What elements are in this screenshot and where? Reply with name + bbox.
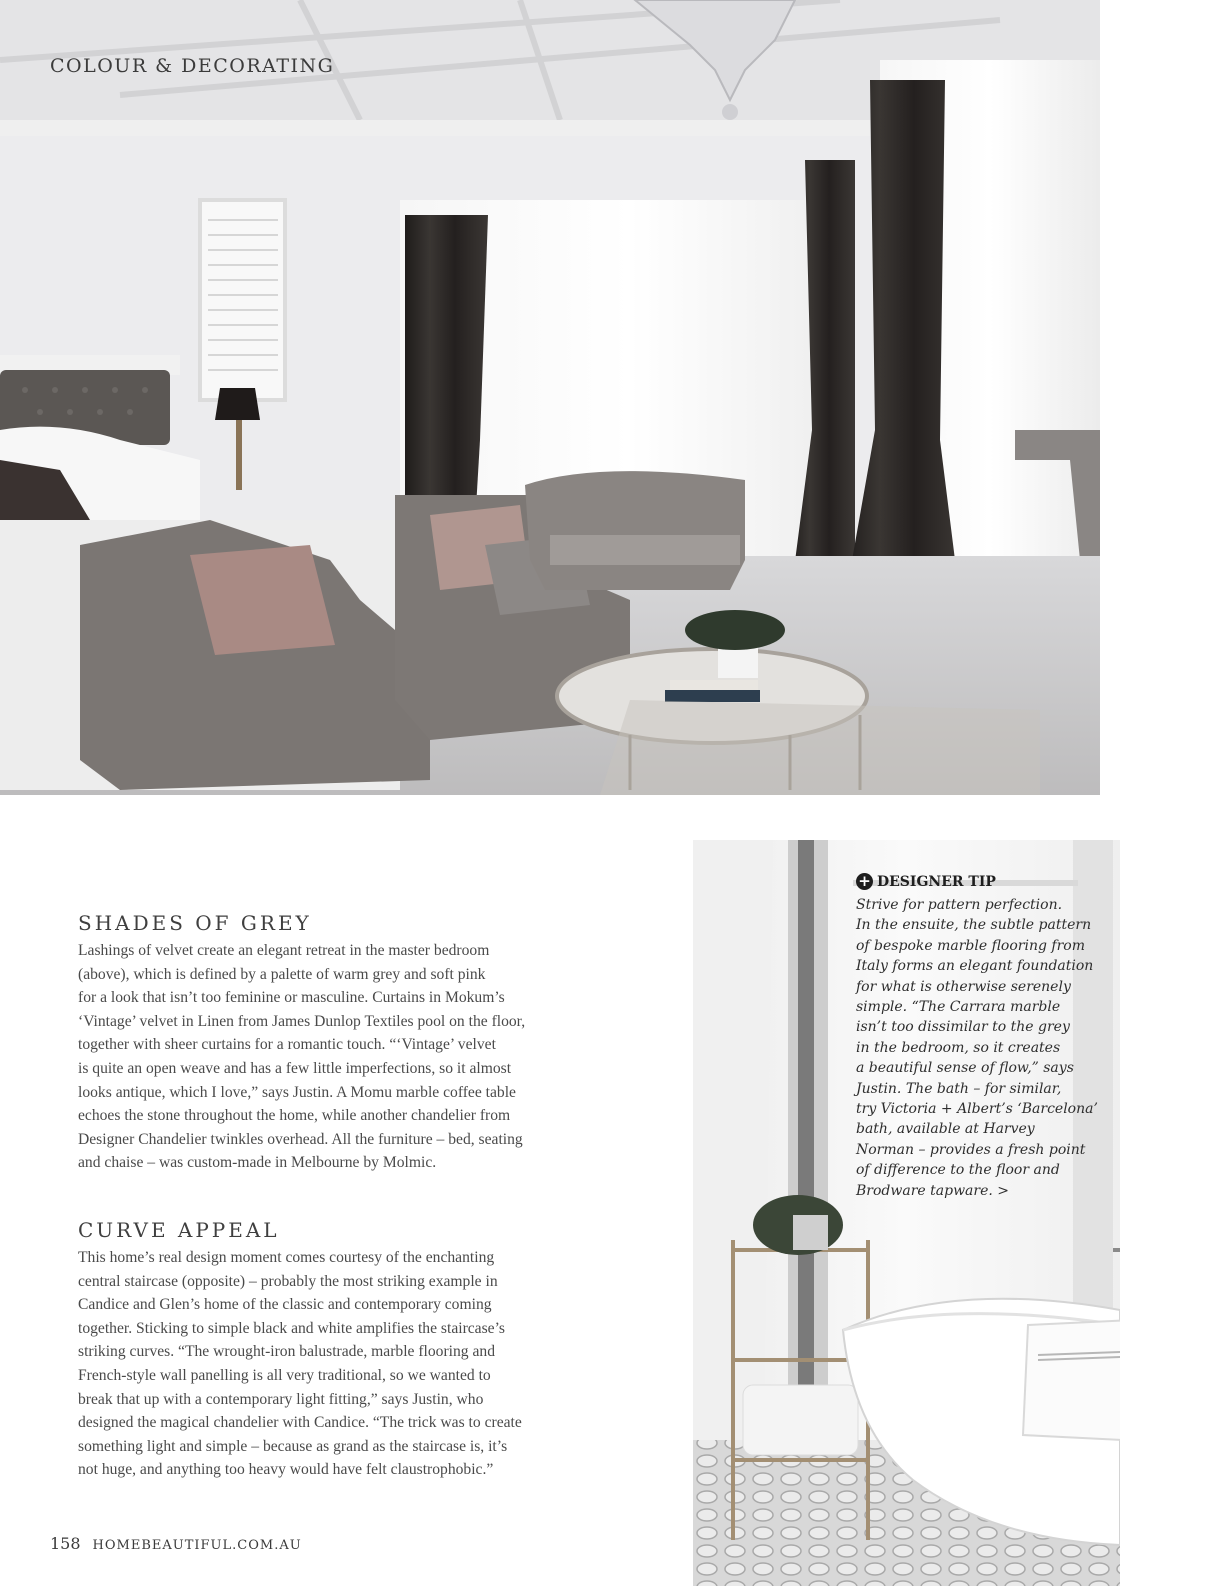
website-link[interactable]: HOMEBEAUTIFUL.COM.AU: [92, 1538, 302, 1553]
body-line: for a look that isn’t too feminine or masculine. Curtains in Mokum’s: [78, 989, 505, 1007]
tip-line: a beautiful sense of flow,” says: [856, 1060, 1074, 1077]
body-line: French-style wall panelling is all very traditional, so we wanted to: [78, 1366, 491, 1384]
body-line: This home’s real design moment comes courtesy of the enchanting: [78, 1249, 495, 1266]
tip-line: for what is otherwise serenely: [856, 978, 1071, 995]
body-line: ‘Vintage’ velvet in Linen from James Dunlop Textiles pool on the floor,: [78, 1012, 526, 1030]
tip-line: try Victoria + Albert’s ‘Barcelona’: [856, 1101, 1098, 1118]
tip-line: Norman – provides a fresh point: [856, 1141, 1086, 1158]
plus-circle-icon: +: [856, 873, 873, 890]
section-label: COLOUR & DECORATING: [50, 55, 335, 77]
body-line: together with sheer curtains for a romantic touch. “‘Vintage’ velvet: [78, 1036, 496, 1054]
section-body-curve-appeal: [78, 1246, 618, 1482]
body-line: is quite an open weave and has a few little imperfections, so it almost: [78, 1059, 512, 1077]
tip-line: In the ensuite, the subtle pattern: [856, 917, 1092, 934]
body-line: and chaise – was custom-made in Melbourne by Molmic.: [78, 1154, 437, 1172]
tip-line: in the bedroom, so it creates: [856, 1039, 1061, 1056]
tip-line: Italy forms an elegant foundation: [856, 958, 1094, 975]
body-line: Candice and Glen’s home of the classic and contemporary coming: [78, 1296, 492, 1314]
body-line: striking curves. “The wrought-iron balustrade, marble flooring and: [78, 1343, 496, 1361]
body-line: looks antique, which I love,” says Justin. A Momu marble coffee table: [78, 1083, 516, 1101]
section-heading-curve-appeal: CURVE APPEAL: [78, 1218, 280, 1242]
tip-line: simple. “The Carrara marble: [856, 999, 1061, 1016]
bedroom-photo: [0, 0, 1100, 795]
body-line: not huge, and anything too heavy would have felt claustrophobic.”: [78, 1461, 494, 1479]
tip-line: Brodware tapware. >: [856, 1182, 1010, 1199]
tip-line: of bespoke marble flooring from: [856, 937, 1085, 954]
tip-line: Justin. The bath – for similar,: [856, 1080, 1062, 1097]
tip-line: Strive for pattern perfection.: [856, 897, 1063, 913]
designer-tip-body: [856, 895, 1101, 1201]
body-line: Lashings of velvet create an elegant retreat in the master bedroom: [78, 942, 490, 959]
bedroom-illustration: [0, 0, 1100, 795]
section-body-shades-of-grey: [78, 939, 618, 1175]
tip-line: of difference to the floor and: [856, 1162, 1060, 1179]
body-line: break that up with a contemporary light fitting,” says Justin, who: [78, 1390, 484, 1408]
designer-tip-heading: [856, 873, 996, 890]
body-line: echoes the stone throughout the home, while another chandelier from: [78, 1107, 511, 1125]
body-line: central staircase (opposite) – probably the most striking example in: [78, 1272, 498, 1290]
body-line: together. Sticking to simple black and white amplifies the staircase’s: [78, 1319, 505, 1337]
tip-line: bath, available at Harvey: [856, 1121, 1035, 1138]
page-number: 158: [50, 1534, 81, 1553]
tip-line: isn’t too dissimilar to the grey: [856, 1019, 1070, 1036]
section-heading-shades-of-grey: SHADES OF GREY: [78, 911, 312, 935]
designer-tip-title: DESIGNER TIP: [877, 873, 996, 890]
body-line: designed the magical chandelier with Candice. “The trick was to create: [78, 1414, 522, 1432]
body-line: (above), which is defined by a palette of warm grey and soft pink: [78, 965, 486, 983]
body-line: Designer Chandelier twinkles overhead. All the furniture – bed, seating: [78, 1130, 523, 1148]
page-footer: [50, 1534, 302, 1553]
body-line: something light and simple – because as grand as the staircase is, it’s: [78, 1437, 508, 1455]
